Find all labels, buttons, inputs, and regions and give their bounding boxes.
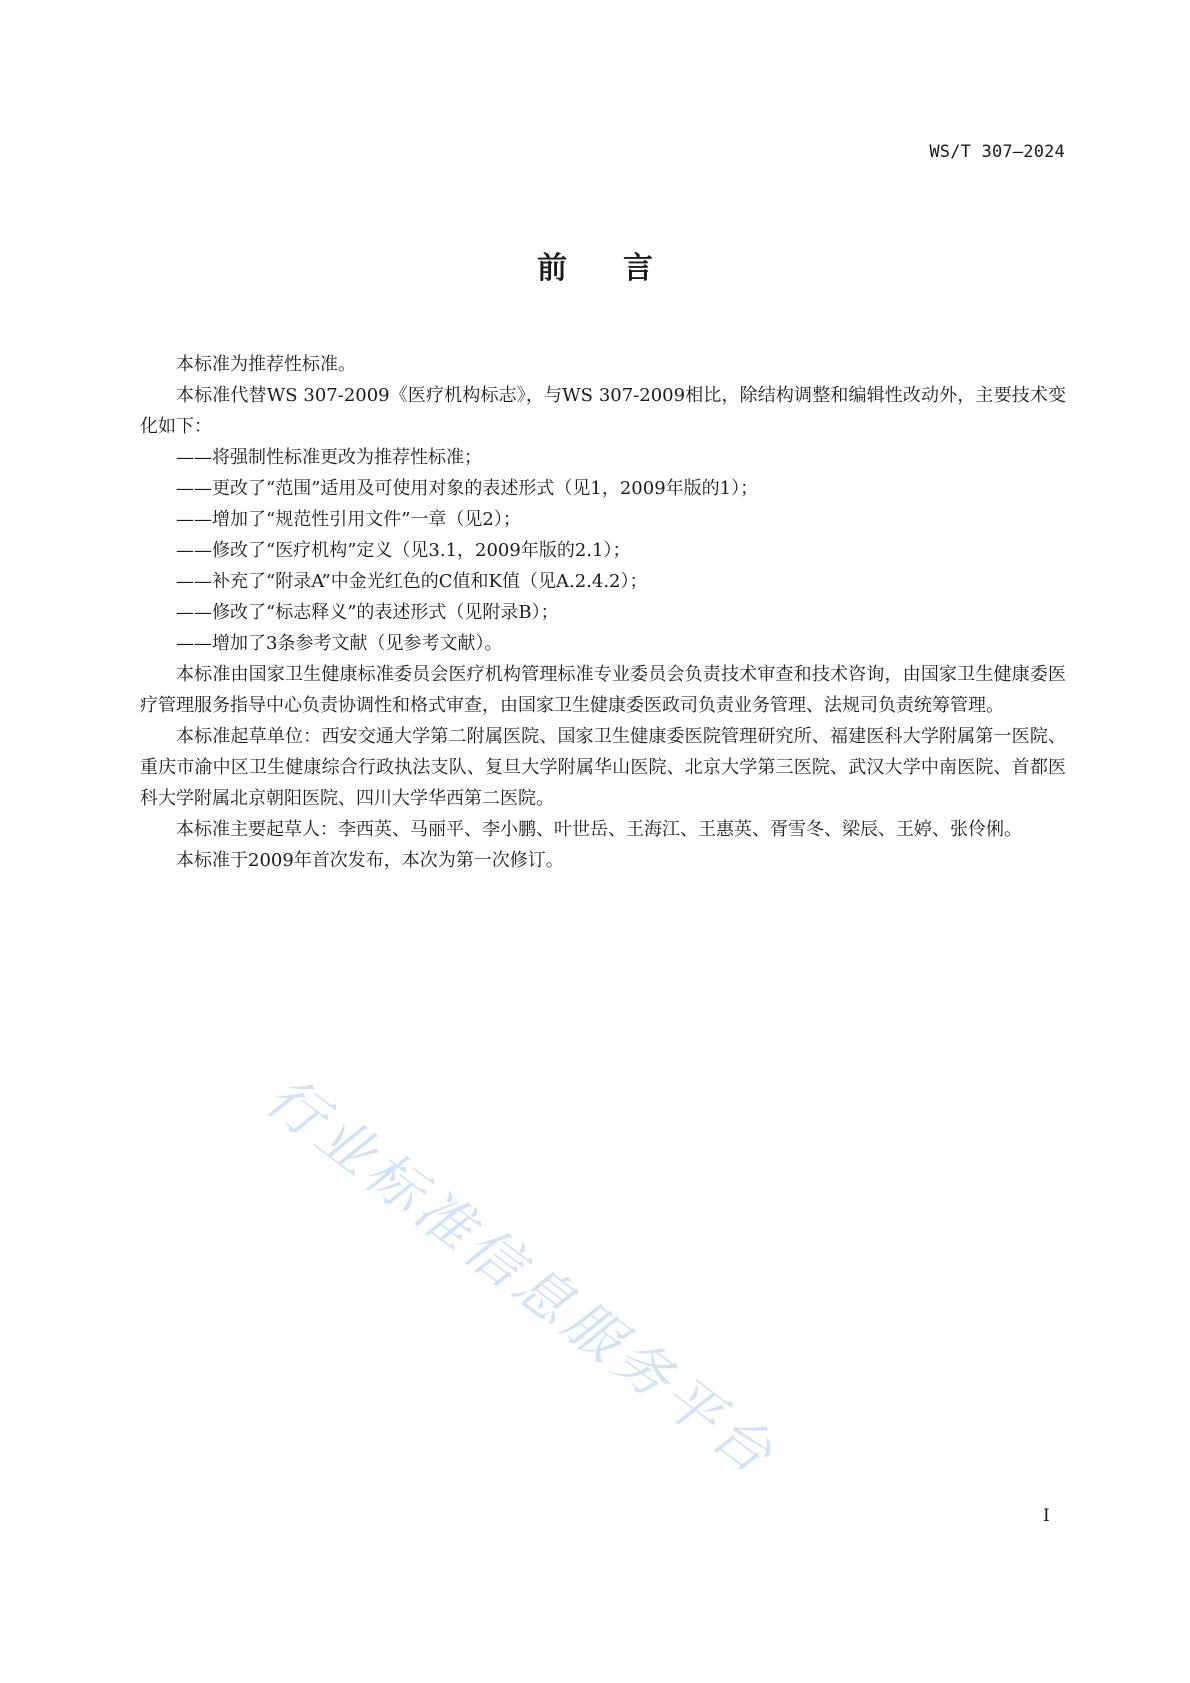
paragraph-status: 本标准为推荐性标准。 [176, 354, 356, 375]
standard-code: WS/T 307—2024 [929, 142, 1065, 162]
list-item: ——补充了“附录A”中金光红色的C值和K值（见A.2.4.2）； [176, 571, 648, 592]
list-item: ——增加了3条参考文献（见参考文献）。 [176, 633, 503, 654]
list-item: ——更改了“范围”适用及可使用对象的表述形式（见1，2009年版的1）； [176, 478, 759, 499]
changes-list [140, 442, 1066, 659]
paragraph-replacement: 本标准代替WS 307-2009《医疗机构标志》，与WS 307-2009相比，除结构调整和编辑性改动外，主要技术变化如下： [140, 385, 1066, 437]
paragraph-drafting-units: 本标准起草单位：西安交通大学第二附属医院、国家卫生健康委医院管理研究所、福建医科大学附属第一医院、重庆市渝中区卫生健康综合行政执法支队、复旦大学附属华山医院、北京大学第三医院、武汉大学中南医院、首都医科大学附属北京朝阳医院、四川大学华西第二医院。 [140, 726, 1066, 809]
paragraph-history: 本标准于2009年首次发布，本次为第一次修订。 [176, 850, 564, 871]
list-item: ——修改了“医疗机构”定义（见3.1，2009年版的2.1）； [176, 540, 631, 561]
list-item: ——将强制性标准更改为推荐性标准； [176, 447, 482, 468]
watermark: 行业标准信息服务平台 [253, 1064, 788, 1490]
preface-body [140, 349, 1066, 876]
list-item: ——增加了“规范性引用文件”一章（见2）； [176, 509, 521, 530]
paragraph-drafters: 本标准主要起草人：李西英、马丽平、李小鹏、叶世岳、王海江、王惠英、胥雪冬、梁辰、王婷、张伶俐。 [176, 819, 1022, 840]
page-number: I [1043, 1506, 1050, 1526]
page-title: 前言 [537, 251, 709, 286]
paragraph-review: 本标准由国家卫生健康标准委员会医疗机构管理标准专业委员会负责技术审查和技术咨询，由国家卫生健康委医疗管理服务指导中心负责协调性和格式审查，由国家卫生健康委医政司负责业务管理、法规司负责统筹管理。 [140, 664, 1066, 716]
list-item: ——修改了“标志释义”的表述形式（见附录B）； [176, 602, 559, 623]
